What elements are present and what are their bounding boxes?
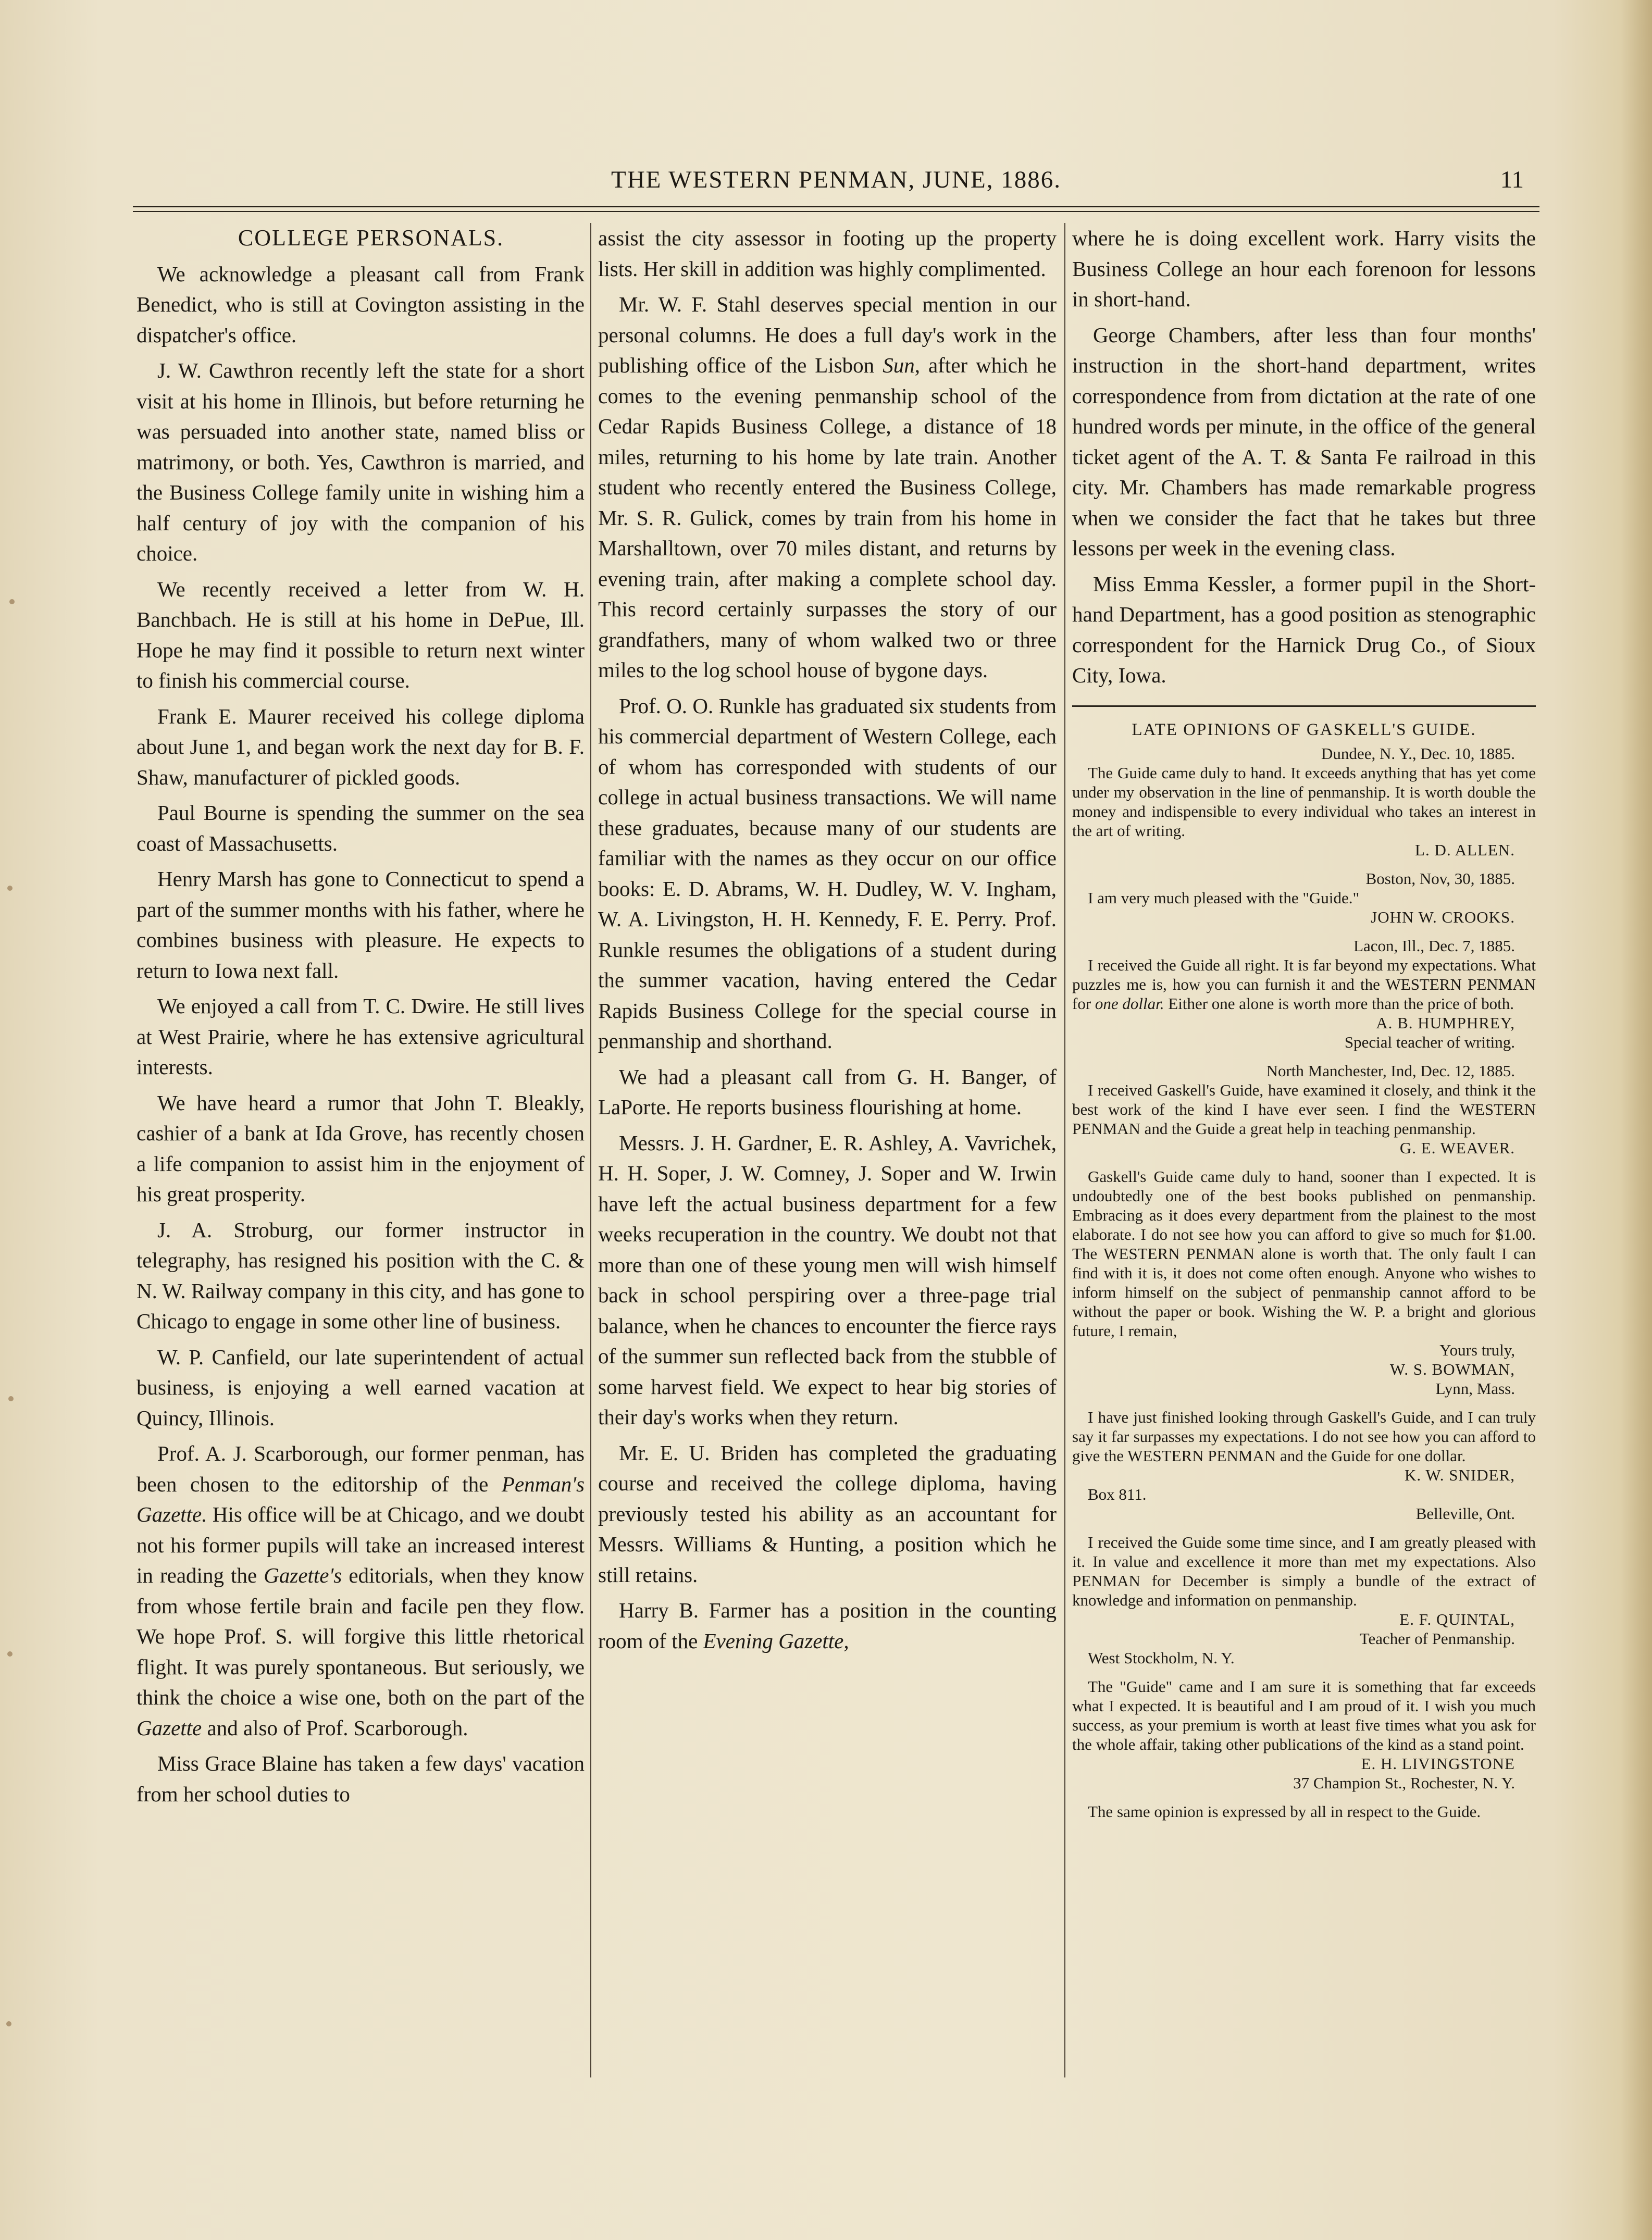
page-edge-shadow — [1621, 0, 1652, 2240]
paragraph: We enjoyed a call from T. C. Dwire. He still lives at West Prairie, where he has extensive agricultural interests. — [136, 994, 585, 1079]
closing-note: The same opinion is expressed by all in respect to the Guide. — [1088, 1802, 1481, 1821]
letter-signature: E. H. LIVINGSTONE — [1361, 1754, 1515, 1773]
column-divider — [1064, 223, 1065, 2077]
column-1 — [136, 223, 585, 1814]
letter-signature: JOHN W. CROOKS. — [1371, 907, 1515, 926]
paragraph: We recently received a letter from W. H. Banchbach. He is still at his home in DePue, Ill. Hope he may find it possible to return next winter to finish his commercial course. — [136, 577, 585, 692]
paragraph: Paul Bourne is spending the summer on the sea coast of Massachusetts. — [136, 801, 585, 855]
column-3 — [1072, 223, 1536, 1821]
paragraph: assist the city assessor in footing up the property lists. Her skill in addition was highly complimented. — [598, 226, 1057, 281]
paragraph: W. P. Canfield, our late superintendent of actual business, is enjoying a well earned vacation at Quincy, Illinois. — [136, 1345, 585, 1430]
paragraph: J. W. Cawthron recently left the state for a short visit at his home in Illinois, but before returning he was persuaded into another state, named bliss or matrimony, or both. Yes, Cawthron is married, and the Business College family unite in wishing him a half century of joy with the companion of his choice. — [136, 358, 585, 565]
letter-closing: Yours truly, — [1439, 1340, 1515, 1359]
letter-text: I received the Guide some time since, and I am greatly pleased with it. In value and excellence it more than met my expectations. Also PENMAN for December is simply a bundle of the extract of knowledge and information on penmanship. — [1072, 1533, 1536, 1609]
letter-box: Box 811. — [1088, 1485, 1147, 1503]
letter-text: I received Gaskell's Guide, have examined it closely, and think it the best work of the kind I have ever seen. I find the WESTERN PENMAN and the Guide a great help in teaching penmanship. — [1072, 1080, 1536, 1138]
paragraph: Prof. O. O. Runkle has graduated six students from his commercial department of Western College, each of whom has corresponded with students of our college in actual business transactions. We will name these graduates, because many of our students are familiar with the names as they occur on our office books: E. D. Abrams, W. H. Dudley, W. V. Ingham, W. A. Livingston, H. H. Kennedy, F. E. Perry. Prof. Runkle resumes the obligations of a student during the summer vacation, having entered the Cedar Rapids Business College for the special course in penmanship and shorthand. — [598, 693, 1057, 1053]
letter-signature-title: Special teacher of writing. — [1344, 1032, 1515, 1051]
letter-signature: A. B. HUMPHREY, — [1376, 1013, 1515, 1032]
paragraph: Henry Marsh has gone to Connecticut to spend a part of the summer months with his father, where he combines business with pleasure. He expects to return to Iowa next fall. — [136, 867, 585, 982]
page-number: 11 — [1500, 166, 1524, 193]
letter-text: The "Guide" came and I am sure it is something that far exceeds what I expected. It is beautiful and I am proud of it. I wish you much success, as your premium is worth at least five times what you ask for the whole affair, taking other publications of the kind as a stand point. — [1072, 1677, 1536, 1753]
paragraph: We had a pleasant call from G. H. Banger, of LaPorte. He reports business flourishing at home. — [598, 1064, 1057, 1119]
letter-text: I received the Guide all right. It is far beyond my expectations. What puzzles me is, how you can furnish it and the WESTERN PENMAN for one dollar. Either one alone is worth more than the price of both. — [1072, 955, 1536, 1013]
page-header — [133, 166, 1539, 202]
letter-text: I am very much pleased with the "Guide." — [1088, 888, 1360, 907]
section-title: COLLEGE PERSONALS. — [238, 225, 504, 251]
section-rule — [1072, 705, 1536, 707]
paragraph: Mr. W. F. Stahl deserves special mention in our personal columns. He does a full day's work in the publishing office of the Lisbon Sun, after which he comes to the evening penmanship school of the Cedar Rapids Business College, a distance of 18 miles, returning to his home by late train. Another student who recently entered the Business College, Mr. S. R. Gulick, comes by train from his home in Marshalltown, over 70 miles distant, and returns by evening train, after making a complete school day. This record certainly surpasses the story of our grandfathers, many of whom walked two or three miles to the log school house of bygone days. — [598, 292, 1057, 682]
letter-place: Lacon, Ill., Dec. 7, 1885. — [1353, 936, 1515, 955]
paragraph: Miss Grace Blaine has taken a few days' vacation from her school duties to — [136, 1751, 585, 1806]
opinions-section — [1072, 720, 1536, 1821]
paragraph: Harry B. Farmer has a position in the counting room of the Evening Gazette, — [598, 1598, 1057, 1653]
paragraph: Frank E. Maurer received his college diploma about June 1, and began work the next day for B. F. Shaw, manufacturer of pickled goods. — [136, 704, 585, 789]
paragraph: J. A. Stroburg, our former instructor in telegraphy, has resigned his position with the C. & N. W. Railway company in this city, and has gone to Chicago to engage in some other line of business. — [136, 1217, 585, 1333]
section-title: LATE OPINIONS OF GASKELL'S GUIDE. — [1132, 720, 1476, 739]
column-divider — [590, 223, 591, 2077]
letter-location: Lynn, Mass. — [1435, 1379, 1515, 1398]
running-title: THE WESTERN PENMAN, JUNE, 1886. — [611, 166, 1062, 193]
letter-signature: K. W. SNIDER, — [1405, 1465, 1515, 1484]
letter-text: Gaskell's Guide came duly to hand, sooner than I expected. It is undoubtedly one of the best books published on penmanship. Embracing as it does every department from the plainest to the most elaborate. I do not see how you can afford to give so much for $1.00. The WESTERN PENMAN alone is worth that. The only fault I can find with it is, it does not come often enough. Anyone who wishes to inform himself on the subject of penmanship cannot afford to be without the paper or book. Wishing the W. P. a bright and glorious future, I remain, — [1072, 1167, 1536, 1340]
letter-place: Boston, Nov, 30, 1885. — [1365, 869, 1515, 888]
margin-mark — [9, 599, 15, 604]
paragraph: We have heard a rumor that John T. Bleakly, cashier of a bank at Ida Grove, has recently chosen a life companion to assist him in the enjoyment of his great prosperity. — [136, 1090, 585, 1206]
letter-signature: G. E. WEAVER. — [1399, 1138, 1515, 1157]
letter-signature: W. S. BOWMAN, — [1389, 1360, 1515, 1378]
paragraph: Messrs. J. H. Gardner, E. R. Ashley, A. Vavrichek, H. H. Soper, J. W. Comney, J. Soper and W. Irwin have left the actual business department for a few weeks recuperation in the country. We doubt not that more than one of these young men will wish himself back in school perspiring over a three-page trial balance, when he chances to encounter the fierce rays of the summer sun reflected back from the stubble of some harvest field. We expect to hear big stories of their day's works when they return. — [598, 1130, 1057, 1429]
letter-location: Belleville, Ont. — [1415, 1504, 1515, 1523]
paragraph: We acknowledge a pleasant call from Frank Benedict, who is still at Covington assisting in the dispatcher's office. — [136, 262, 585, 347]
letter-signature: E. F. QUINTAL, — [1399, 1610, 1515, 1628]
letter-signature: L. D. ALLEN. — [1415, 840, 1515, 859]
margin-mark — [8, 1396, 14, 1401]
paragraph: Miss Emma Kessler, a former pupil in the Short-hand Department, has a good position as stenographic correspondent for the Harnick Drug Co., of Sioux City, Iowa. — [1072, 571, 1536, 687]
letter-location: West Stockholm, N. Y. — [1088, 1648, 1235, 1667]
margin-mark — [7, 886, 13, 891]
paragraph: Mr. E. U. Briden has completed the graduating course and received the college diploma, having previously tested his ability as an accountant for Messrs. Williams & Hunting, a position which he still retains. — [598, 1440, 1057, 1587]
header-rule — [133, 206, 1539, 212]
letter-location: 37 Champion St., Rochester, N. Y. — [1293, 1773, 1515, 1792]
margin-mark — [7, 1651, 13, 1657]
paragraph: George Chambers, after less than four months' instruction in the short-hand department, writes correspondence from from dictation at the rate of one hundred words per minute, in the office of the general ticket agent of the A. T. & Santa Fe railroad in this city. Mr. Chambers has made remarkable progress when we consider the fact that he takes but three lessons per week in the evening class. — [1072, 322, 1536, 560]
letter-signature-title: Teacher of Penmanship. — [1359, 1629, 1515, 1648]
letter-place: North Manchester, Ind, Dec. 12, 1885. — [1266, 1061, 1515, 1080]
paragraph: where he is doing excellent work. Harry visits the Business College an hour each forenoon for lessons in short-hand. — [1072, 226, 1536, 311]
margin-mark — [6, 2021, 11, 2026]
letter-place: Dundee, N. Y., Dec. 10, 1885. — [1321, 744, 1515, 763]
column-2 — [598, 223, 1057, 1661]
letter-text: I have just finished looking through Gaskell's Guide, and I can truly say it far surpasses my expectations. I do not see how you can afford to give the WESTERN PENMAN and the Guide for one dollar. — [1072, 1408, 1536, 1465]
letter-text: The Guide came duly to hand. It exceeds anything that has yet come under my observation in the line of penmanship. It is worth double the money and indispensible to every individual who takes an interest in the art of writing. — [1072, 763, 1536, 840]
paragraph: Prof. A. J. Scarborough, our former penman, has been chosen to the editorship of the Penman's Gazette. His office will be at Chicago, and we doubt not his former pupils will take an increased interest in reading the Gazette's editorials, when they know from whose fertile brain and facile pen they flow. We hope Prof. S. will forgive this little rhetorical flight. It was purely spontaneous. But seriously, we think the choice a wise one, both on the part of the Gazette and also of Prof. Scarborough. — [136, 1441, 585, 1740]
